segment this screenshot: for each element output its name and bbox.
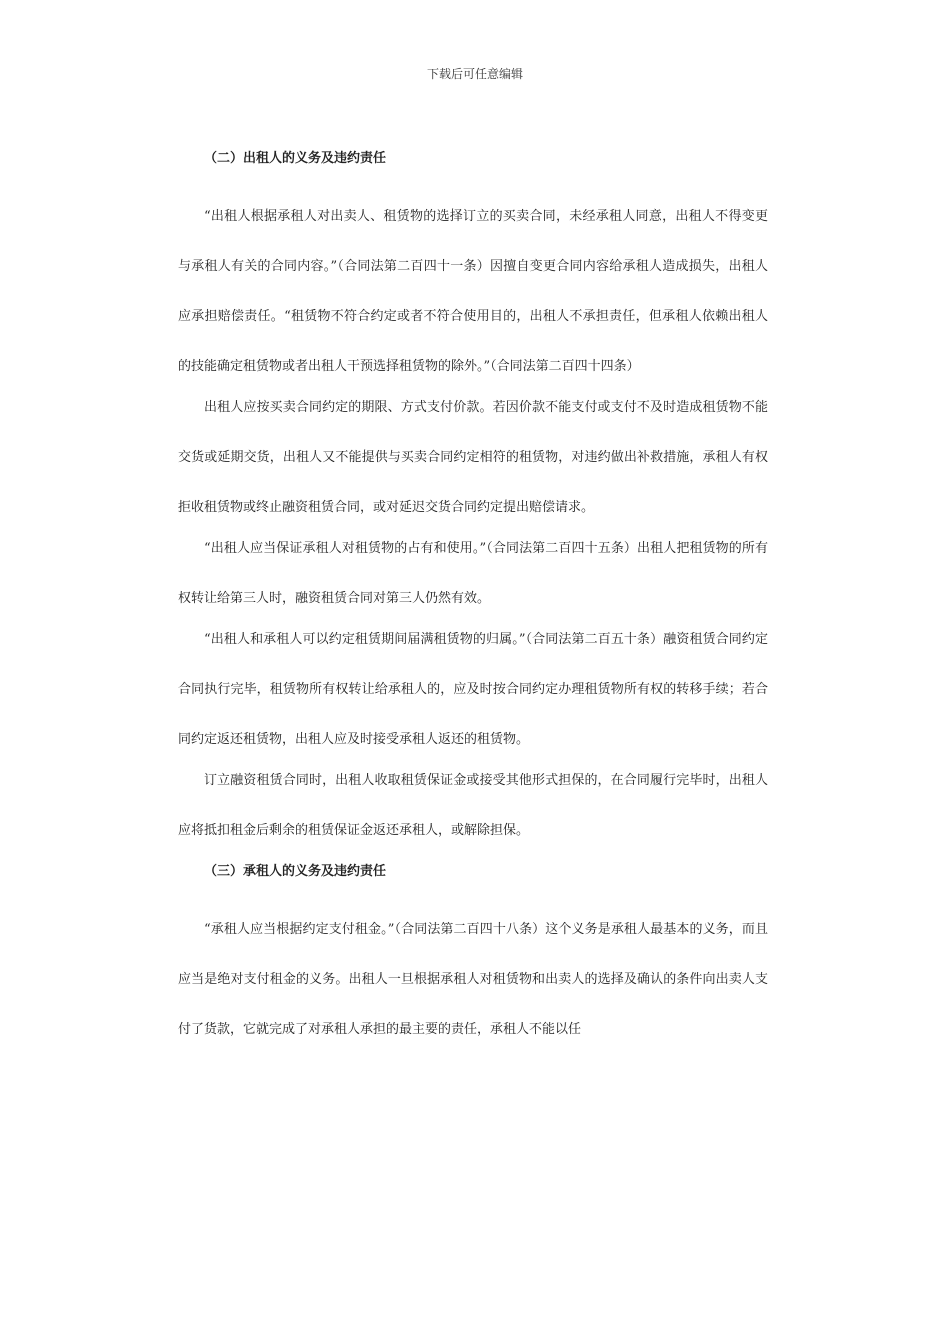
page-header: 下载后可任意编辑 (426, 67, 523, 81)
paragraph: 订立融资租赁合同时，出租人收取租赁保证金或接受其他形式担保的，在合同履行完毕时，出租人应将抵扣租金后剩余的租赁保证金返还承租人，或解除担保。 (178, 773, 768, 838)
paragraph: 出租人应按买卖合同约定的期限、方式支付价款。若因价款不能支付或支付不及时造成租赁物不能交货或延期交货，出租人又不能提供与买卖合同约定相符的租赁物，对违约做出补救措施，承租人有权拒收租赁物或终止融资租赁合同，或对延迟交货合同约定提出赔偿请求。 (178, 400, 768, 515)
section-heading: （三）承租人的义务及违约责任 (204, 864, 387, 879)
section-heading: （二）出租人的义务及违约责任 (204, 151, 387, 166)
section-lessee-obligations (178, 859, 768, 1055)
document-body (178, 146, 768, 1058)
paragraph: “出租人应当保证承租人对租赁物的占有和使用。”（合同法第二百四十五条）出租人把租赁物的所有权转让给第三人时，融资租赁合同对第三人仍然有效。 (178, 541, 768, 606)
paragraph: “出租人和承租人可以约定租赁期间届满租赁物的归属。”（合同法第二百五十条）融资租赁合同约定合同执行完毕，租赁物所有权转让给承租人的，应及时按合同约定办理租赁物所有权的转移手续；若合同约定返还租赁物，出租人应及时接受承租人返还的租赁物。 (178, 632, 768, 747)
paragraph: “出租人根据承租人对出卖人、租赁物的选择订立的买卖合同，未经承租人同意，出租人不得变更与承租人有关的合同内容。”（合同法第二百四十一条）因擅自变更合同内容给承租人造成损失，出租人应承担赔偿责任。“租赁物不符合约定或者不符合使用目的，出租人不承担责任，但承租人依赖出租人的技能确定租赁物或者出租人干预选择租赁物的除外。”（合同法第二百四十四条） (178, 209, 768, 374)
paragraph: “承租人应当根据约定支付租金。”（合同法第二百四十八条）这个义务是承租人最基本的义务，而且应当是绝对支付租金的义务。出租人一旦根据承租人对租赁物和出卖人的选择及确认的条件向出卖人支付了货款，它就完成了对承租人承担的最主要的责任，承租人不能以任 (178, 922, 768, 1037)
section-lessor-obligations (178, 146, 768, 856)
